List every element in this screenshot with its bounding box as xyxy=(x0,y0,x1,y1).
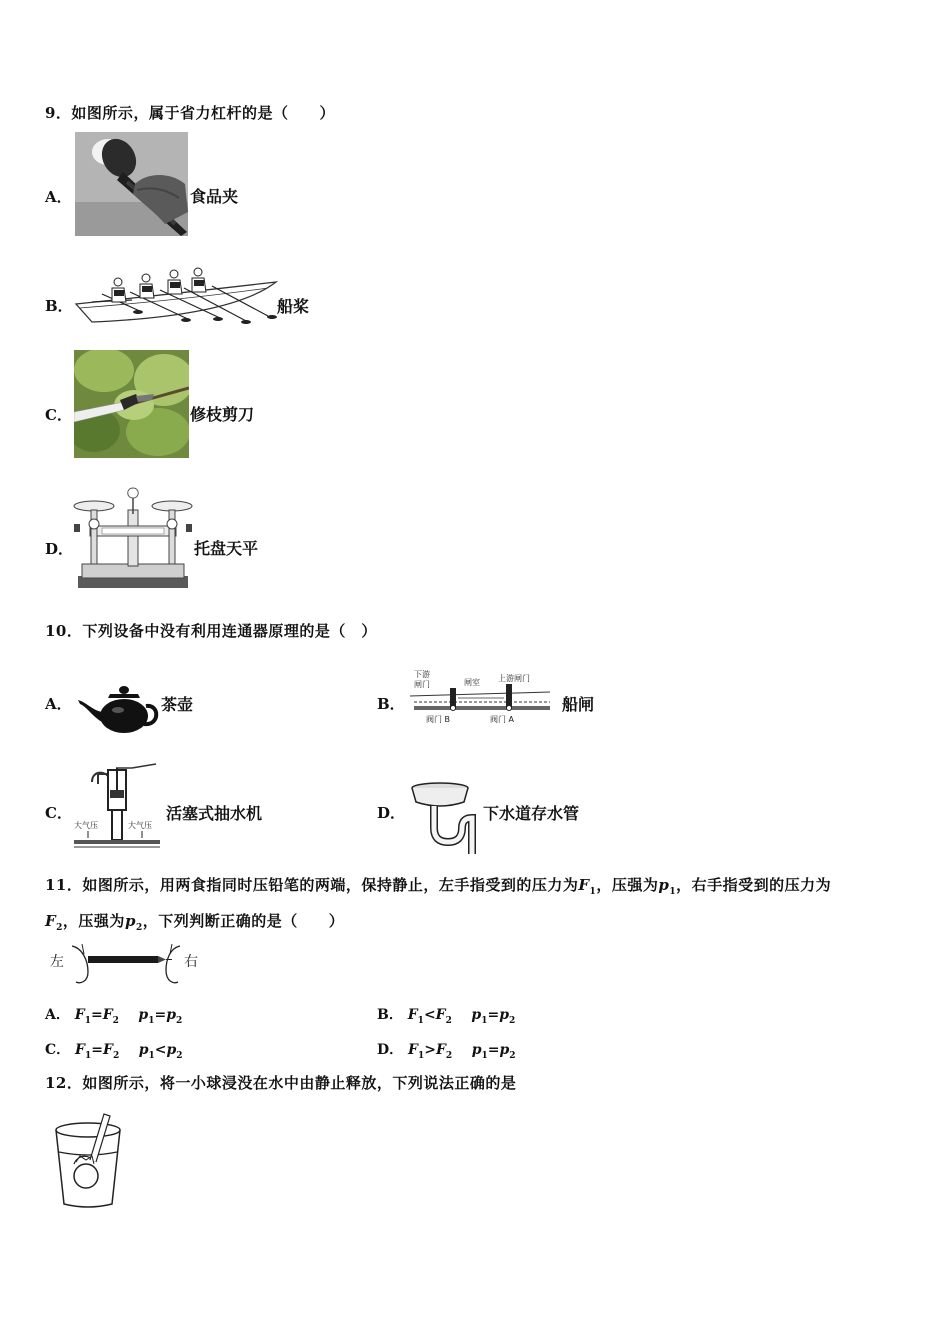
question-10-stem: 10．下列设备中没有利用连通器原理的是（ ） xyxy=(45,622,377,640)
teapot-image xyxy=(74,682,160,734)
q9-option-b-letter[interactable]: B． xyxy=(45,297,73,315)
food-tongs-image xyxy=(75,132,188,236)
q11-option-a[interactable]: A． $F_1=F_2$ $p_1=p_2$ xyxy=(45,1007,183,1026)
tray-balance-image xyxy=(72,484,194,590)
question-11-stem-line1: 11．如图所示，用两食指同时压铅笔的两端，保持静止，左手指受到的压力为$F_1$，压强为$p_1$，右手指受到的压力为 xyxy=(45,876,832,897)
pump-label-atm-left: 大气压 xyxy=(74,821,98,830)
question-11-stem-line2: $F_2$，压强为$p_2$，下列判断正确的是（ ） xyxy=(45,912,345,933)
ball-in-water-image xyxy=(50,1110,130,1210)
lock-label-chamber: 闸室 xyxy=(464,678,480,687)
lock-label-upstream-gate: 上游闸门 xyxy=(498,674,530,683)
question-9-stem: 9．如图所示，属于省力杠杆的是（ ） xyxy=(45,104,335,122)
question-12-stem: 12．如图所示，将一小球浸没在水中由静止释放，下列说法正确的是 xyxy=(45,1074,517,1092)
q9-option-a-label: 食品夹 xyxy=(190,187,239,206)
piston-pump-image xyxy=(72,762,164,852)
q9-option-c-label: 修枝剪刀 xyxy=(190,405,255,424)
q10-option-d-letter[interactable]: D． xyxy=(377,804,406,822)
lock-label-valve-b: 阀门 B xyxy=(426,715,451,724)
pencil-fingers-image xyxy=(48,940,204,986)
q10-option-d-label: 下水道存水管 xyxy=(483,804,580,823)
q10-option-a-letter[interactable]: A． xyxy=(45,695,72,713)
q9-option-a-letter[interactable]: A． xyxy=(45,188,72,206)
q9-option-d-label: 托盘天平 xyxy=(194,539,259,558)
drain-trap-image xyxy=(406,780,484,854)
pruning-shears-image xyxy=(74,350,189,458)
lock-label-gate: 闸门 xyxy=(414,680,430,689)
lock-label-valve-a: 阀门 A xyxy=(490,715,515,724)
q11-option-b[interactable]: B． $F_1<F_2$ $p_1=p_2$ xyxy=(377,1007,516,1026)
rowing-boat-image xyxy=(72,264,282,330)
q9-option-d-letter[interactable]: D． xyxy=(45,540,74,558)
fig-right-label: 右 xyxy=(184,954,198,970)
q10-option-c-letter[interactable]: C． xyxy=(45,804,72,822)
pump-label-atm-right: 大气压 xyxy=(128,821,152,830)
q10-option-c-label: 活塞式抽水机 xyxy=(166,804,263,823)
q10-option-b-letter[interactable]: B． xyxy=(377,695,405,713)
q11-option-c[interactable]: C． $F_1=F_2$ $p_1<p_2$ xyxy=(45,1042,183,1061)
q10-option-b-label: 船闸 xyxy=(562,695,595,714)
lock-label-downstream: 下游 xyxy=(414,670,430,679)
q9-option-b-label: 船桨 xyxy=(277,297,310,316)
fig-left-label: 左 xyxy=(50,954,64,970)
q11-option-d[interactable]: D． $F_1>F_2$ $p_1=p_2$ xyxy=(377,1042,516,1061)
q9-option-c-letter[interactable]: C． xyxy=(45,406,72,424)
q10-option-a-label: 茶壶 xyxy=(161,695,194,714)
ship-lock-image xyxy=(410,668,552,728)
